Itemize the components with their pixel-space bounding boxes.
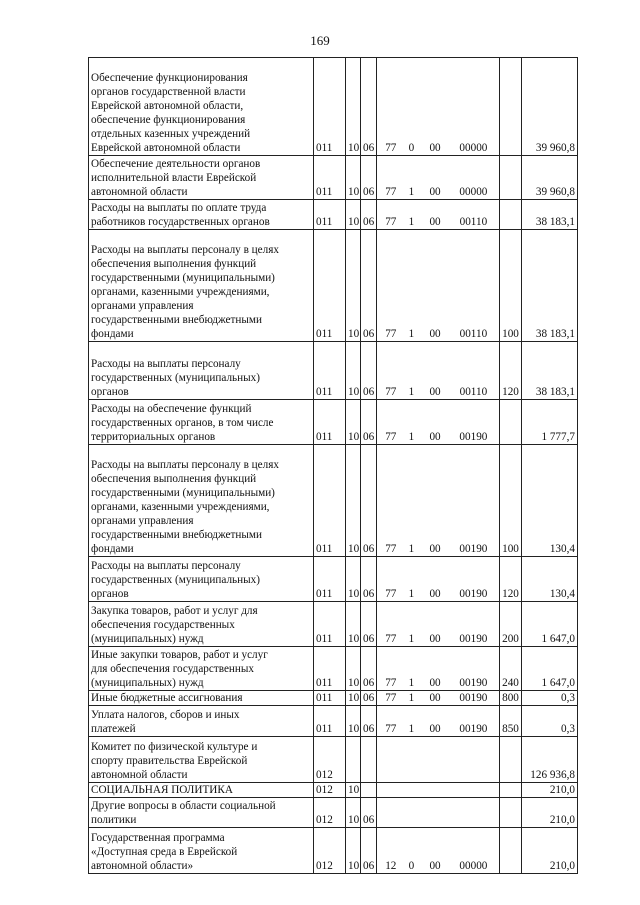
row-program: 12 xyxy=(385,860,397,872)
row-section: 10 xyxy=(346,400,361,445)
row-target-article xyxy=(377,706,500,737)
row-program: 77 xyxy=(385,328,397,340)
row-name-line: отдельных казенных учреждений xyxy=(91,128,251,140)
row-program: 77 xyxy=(385,543,397,555)
row-section: 10 xyxy=(346,798,361,828)
row-expense-type xyxy=(500,828,522,874)
row-sub1: 1 xyxy=(408,543,415,555)
row-item: 00190 xyxy=(459,633,488,645)
row-target-article xyxy=(377,828,500,874)
row-sub1: 1 xyxy=(408,588,415,600)
table-row xyxy=(89,602,578,647)
row-expense-type: 100 xyxy=(500,445,522,557)
row-program: 77 xyxy=(385,142,397,154)
row-item: 00190 xyxy=(459,431,488,443)
row-name xyxy=(89,342,314,400)
row-code: 011 xyxy=(314,647,346,691)
row-name-line: государственными внебюджетными xyxy=(91,314,262,326)
row-code: 011 xyxy=(314,230,346,342)
row-section: 10 xyxy=(346,647,361,691)
row-item: 00190 xyxy=(459,692,488,704)
row-expense-type xyxy=(500,783,522,798)
row-subsection: 06 xyxy=(361,342,377,400)
row-sum: 210,0 xyxy=(522,828,578,874)
row-code: 011 xyxy=(314,602,346,647)
row-subsection: 06 xyxy=(361,798,377,828)
row-name-line: для обеспечения государственных xyxy=(91,663,255,675)
row-section: 10 xyxy=(346,691,361,706)
row-section: 10 xyxy=(346,706,361,737)
row-name-line: государственных (муниципальных) xyxy=(91,372,260,384)
row-name-line: государственными (муниципальными) xyxy=(91,487,275,499)
row-name-line: органами, казенными учреждениями, xyxy=(91,286,270,298)
row-name-line: Государственная программа xyxy=(91,832,225,844)
row-sum: 38 183,1 xyxy=(522,342,578,400)
row-name xyxy=(89,737,314,783)
table-row xyxy=(89,156,578,200)
row-item: 00110 xyxy=(459,386,488,398)
row-code: 011 xyxy=(314,691,346,706)
row-name-line: Расходы на выплаты персоналу xyxy=(91,358,241,370)
table-row xyxy=(89,342,578,400)
row-section: 10 xyxy=(346,58,361,156)
row-section: 10 xyxy=(346,156,361,200)
row-name-line: Расходы на выплаты по оплате труда xyxy=(91,202,267,214)
row-name-line: (муниципальных) нужд xyxy=(91,633,204,645)
row-name-line: Расходы на обеспечение функций xyxy=(91,403,252,415)
row-name-line: государственными (муниципальными) xyxy=(91,272,275,284)
row-sub1: 1 xyxy=(408,386,415,398)
row-expense-type: 120 xyxy=(500,557,522,602)
row-item: 00190 xyxy=(459,588,488,600)
row-name xyxy=(89,58,314,156)
row-code: 011 xyxy=(314,557,346,602)
row-name xyxy=(89,706,314,737)
row-target-article xyxy=(377,200,500,230)
row-name-line: территориальных органов xyxy=(91,431,216,443)
row-sum: 38 183,1 xyxy=(522,200,578,230)
row-subsection: 06 xyxy=(361,647,377,691)
table-row xyxy=(89,706,578,737)
table-row xyxy=(89,200,578,230)
row-code: 012 xyxy=(314,828,346,874)
row-expense-type xyxy=(500,200,522,230)
table-row xyxy=(89,691,578,706)
row-name xyxy=(89,156,314,200)
row-code: 011 xyxy=(314,445,346,557)
row-program: 77 xyxy=(385,633,397,645)
row-subsection: 06 xyxy=(361,445,377,557)
row-name-line: политики xyxy=(91,814,137,826)
row-name-line: Расходы на выплаты персоналу в целях xyxy=(91,244,279,256)
row-name xyxy=(89,557,314,602)
row-subsection: 06 xyxy=(361,200,377,230)
row-target-article xyxy=(377,342,500,400)
row-sum: 1 647,0 xyxy=(522,647,578,691)
row-code: 011 xyxy=(314,342,346,400)
row-expense-type: 120 xyxy=(500,342,522,400)
row-name-line: государственных органов, в том числе xyxy=(91,417,274,429)
row-sub1: 1 xyxy=(408,692,415,704)
row-name-line: платежей xyxy=(91,723,136,735)
row-section: 10 xyxy=(346,602,361,647)
table-row xyxy=(89,737,578,783)
row-name-line: автономной области» xyxy=(91,860,194,872)
row-program: 77 xyxy=(385,692,397,704)
row-sub2: 00 xyxy=(429,543,441,555)
row-program: 77 xyxy=(385,431,397,443)
row-expense-type xyxy=(500,737,522,783)
table-row xyxy=(89,445,578,557)
table-row xyxy=(89,783,578,798)
row-code: 011 xyxy=(314,200,346,230)
table-row xyxy=(89,828,578,874)
row-item: 00110 xyxy=(459,216,488,228)
row-program: 77 xyxy=(385,216,397,228)
row-sub2: 00 xyxy=(429,633,441,645)
row-name-line: (муниципальных) нужд xyxy=(91,677,204,689)
row-code: 011 xyxy=(314,156,346,200)
row-expense-type: 800 xyxy=(500,691,522,706)
row-sub2: 00 xyxy=(429,386,441,398)
row-name-line: фондами xyxy=(91,543,134,555)
row-name-line: спорту правительства Еврейской xyxy=(91,755,248,767)
row-subsection: 06 xyxy=(361,58,377,156)
row-subsection: 06 xyxy=(361,828,377,874)
row-section: 10 xyxy=(346,230,361,342)
row-item: 00190 xyxy=(459,723,488,735)
row-name xyxy=(89,647,314,691)
table-row xyxy=(89,58,578,156)
row-subsection: 06 xyxy=(361,602,377,647)
row-name-line: Другие вопросы в области социальной xyxy=(91,800,276,812)
row-target-article xyxy=(377,691,500,706)
row-sub2: 00 xyxy=(429,723,441,735)
row-sub2: 00 xyxy=(429,186,441,198)
row-subsection: 06 xyxy=(361,557,377,602)
row-section: 10 xyxy=(346,342,361,400)
row-name-line: автономной области xyxy=(91,769,188,781)
row-program: 77 xyxy=(385,588,397,600)
row-target-article xyxy=(377,400,500,445)
row-sub1: 0 xyxy=(408,142,415,154)
row-expense-type xyxy=(500,400,522,445)
row-name-line: Иные бюджетные ассигнования xyxy=(91,692,243,704)
row-target-article xyxy=(377,647,500,691)
table-row xyxy=(89,647,578,691)
row-subsection: 06 xyxy=(361,400,377,445)
row-name-line: Обеспечение функционирования xyxy=(91,72,248,84)
row-expense-type: 850 xyxy=(500,706,522,737)
row-program: 77 xyxy=(385,386,397,398)
row-item: 00190 xyxy=(459,543,488,555)
row-name-line: исполнительной власти Еврейской xyxy=(91,172,257,184)
row-sum: 210,0 xyxy=(522,798,578,828)
row-name xyxy=(89,798,314,828)
row-sub2: 00 xyxy=(429,677,441,689)
row-name-line: обеспечения государственных xyxy=(91,619,235,631)
row-name xyxy=(89,200,314,230)
row-name-line: «Доступная среда в Еврейской xyxy=(91,846,238,858)
row-item: 00110 xyxy=(459,328,488,340)
row-target-article xyxy=(377,798,500,828)
row-program: 77 xyxy=(385,186,397,198)
row-name-line: автономной области xyxy=(91,186,188,198)
row-sub2: 00 xyxy=(429,860,441,872)
row-name-line: органами, казенными учреждениями, xyxy=(91,501,270,513)
row-section: 10 xyxy=(346,828,361,874)
row-target-article xyxy=(377,156,500,200)
row-subsection: 06 xyxy=(361,706,377,737)
row-name xyxy=(89,230,314,342)
row-expense-type: 240 xyxy=(500,647,522,691)
row-sub2: 00 xyxy=(429,328,441,340)
row-program: 77 xyxy=(385,677,397,689)
row-name-line: органов xyxy=(91,386,129,398)
row-name xyxy=(89,783,314,798)
row-sum: 130,4 xyxy=(522,557,578,602)
row-sub1: 1 xyxy=(408,431,415,443)
page-number: 169 xyxy=(310,33,330,48)
row-sub1: 1 xyxy=(408,677,415,689)
row-sum: 39 960,8 xyxy=(522,58,578,156)
row-name-line: Обеспечение деятельности органов xyxy=(91,158,261,170)
row-name-line: фондами xyxy=(91,328,134,340)
row-name-line: Расходы на выплаты персоналу xyxy=(91,560,241,572)
row-name-line: органами управления xyxy=(91,300,194,312)
row-expense-type xyxy=(500,58,522,156)
row-sum: 0,3 xyxy=(522,691,578,706)
budget-table xyxy=(88,57,578,874)
row-sum: 1 777,7 xyxy=(522,400,578,445)
row-sub2: 00 xyxy=(429,216,441,228)
row-name-line: Расходы на выплаты персоналу в целях xyxy=(91,459,279,471)
row-subsection: 06 xyxy=(361,230,377,342)
row-sum: 39 960,8 xyxy=(522,156,578,200)
row-item: 00000 xyxy=(459,860,488,872)
row-sub1: 1 xyxy=(408,633,415,645)
row-code: 012 xyxy=(314,798,346,828)
row-section: 10 xyxy=(346,445,361,557)
row-sum: 210,0 xyxy=(522,783,578,798)
row-expense-type xyxy=(500,156,522,200)
row-expense-type: 200 xyxy=(500,602,522,647)
row-subsection: 06 xyxy=(361,691,377,706)
row-target-article xyxy=(377,557,500,602)
row-target-article xyxy=(377,445,500,557)
row-sum: 38 183,1 xyxy=(522,230,578,342)
row-name-line: Еврейской автономной области xyxy=(91,142,241,154)
row-sub1: 1 xyxy=(408,328,415,340)
row-code: 011 xyxy=(314,58,346,156)
row-subsection xyxy=(361,737,377,783)
row-sub2: 00 xyxy=(429,588,441,600)
row-name-line: органов xyxy=(91,588,129,600)
row-name xyxy=(89,400,314,445)
row-sub2: 00 xyxy=(429,692,441,704)
row-name-line: работников государственных органов xyxy=(91,216,270,228)
row-name-line: органов государственной власти xyxy=(91,86,246,98)
row-name xyxy=(89,445,314,557)
row-name-line: государственных (муниципальных) xyxy=(91,574,260,586)
row-program: 77 xyxy=(385,723,397,735)
row-name-line: обеспечения выполнения функций xyxy=(91,258,257,270)
table-row xyxy=(89,557,578,602)
row-code: 011 xyxy=(314,400,346,445)
row-name-line: Иные закупки товаров, работ и услуг xyxy=(91,649,268,661)
table-row xyxy=(89,400,578,445)
row-code: 012 xyxy=(314,783,346,798)
row-sum: 0,3 xyxy=(522,706,578,737)
row-target-article xyxy=(377,602,500,647)
row-name xyxy=(89,828,314,874)
row-section: 10 xyxy=(346,557,361,602)
row-name-line: обеспечения выполнения функций xyxy=(91,473,257,485)
row-target-article xyxy=(377,783,500,798)
row-section xyxy=(346,737,361,783)
row-name-line: государственными внебюджетными xyxy=(91,529,262,541)
row-code: 012 xyxy=(314,737,346,783)
row-name-line: Еврейской автономной области, xyxy=(91,100,244,112)
row-sum: 1 647,0 xyxy=(522,602,578,647)
row-name-line: СОЦИАЛЬНАЯ ПОЛИТИКА xyxy=(91,784,233,796)
row-expense-type: 100 xyxy=(500,230,522,342)
row-target-article xyxy=(377,230,500,342)
row-name xyxy=(89,691,314,706)
row-sub2: 00 xyxy=(429,431,441,443)
row-name-line: обеспечение функционирования xyxy=(91,114,246,126)
row-sub1: 1 xyxy=(408,723,415,735)
row-expense-type xyxy=(500,798,522,828)
row-sum: 126 936,8 xyxy=(522,737,578,783)
row-name-line: Комитет по физической культуре и xyxy=(91,741,258,753)
row-sum: 130,4 xyxy=(522,445,578,557)
row-name xyxy=(89,602,314,647)
row-name-line: органами управления xyxy=(91,515,194,527)
row-section: 10 xyxy=(346,783,361,798)
row-code: 011 xyxy=(314,706,346,737)
row-item: 00000 xyxy=(459,186,488,198)
row-sub1: 1 xyxy=(408,186,415,198)
row-name-line: Закупка товаров, работ и услуг для xyxy=(91,605,258,617)
row-subsection xyxy=(361,783,377,798)
row-sub1: 0 xyxy=(408,860,415,872)
row-item: 00000 xyxy=(459,142,488,154)
row-target-article xyxy=(377,737,500,783)
row-name-line: Уплата налогов, сборов и иных xyxy=(91,709,240,721)
row-item: 00190 xyxy=(459,677,488,689)
row-sub2: 00 xyxy=(429,142,441,154)
row-section: 10 xyxy=(346,200,361,230)
row-subsection: 06 xyxy=(361,156,377,200)
table-row xyxy=(89,230,578,342)
row-sub1: 1 xyxy=(408,216,415,228)
table-row xyxy=(89,798,578,828)
row-target-article xyxy=(377,58,500,156)
